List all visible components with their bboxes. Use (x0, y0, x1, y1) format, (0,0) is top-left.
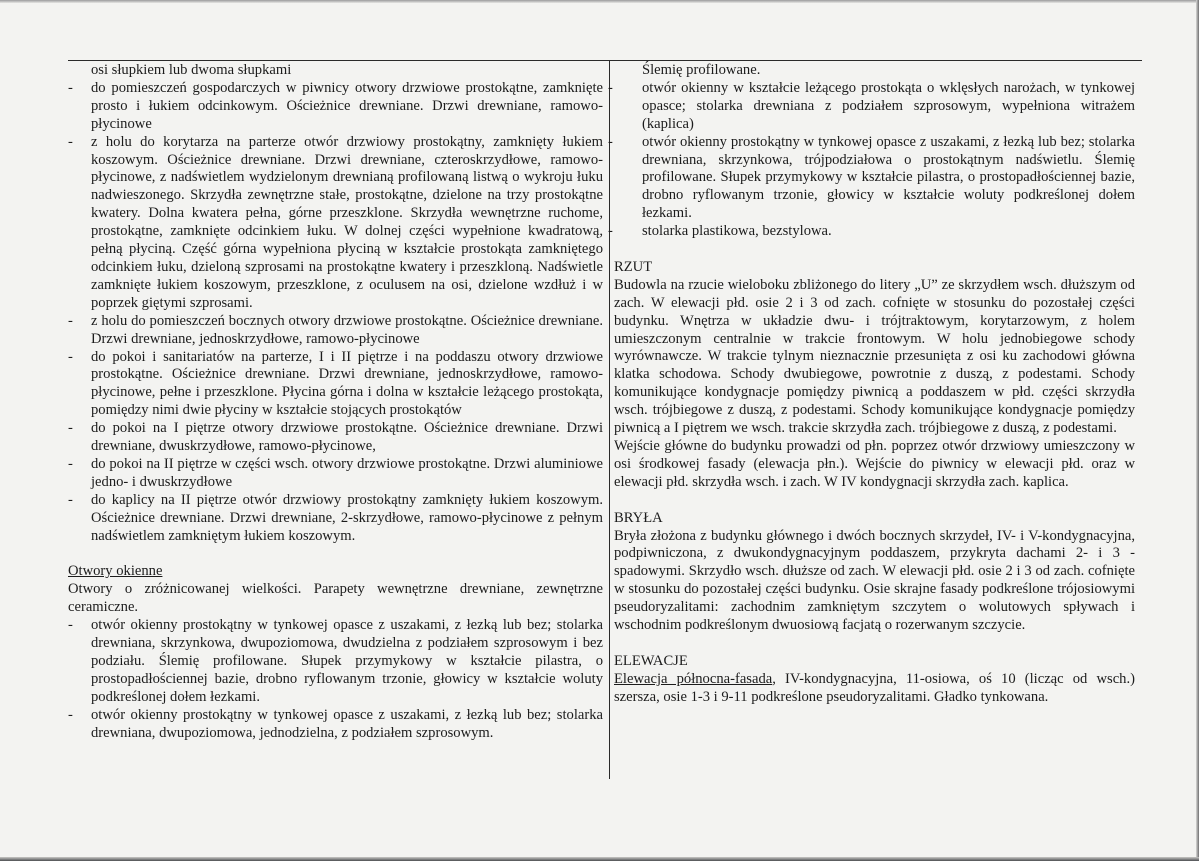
door-item (68, 80, 603, 134)
window-item-text: otwór okienny prostokątny w tynkowej opasce z uszakami, z łezką lub bez; stolarka drewniana, skrzynkowa, trójpodziałowa o prostokątnym nadświetlu. Ślemię profilowane. Słupek przymykowy w kształcie pilastra, o prostopadłościennej bazie, drobno ryflowanym trzonie, głowicy w kształcie woluty podkreślonej dołem łezkami. (642, 133, 1135, 222)
intro-continuation: Ślemię profilowane. (642, 62, 761, 78)
door-item-text: do pomieszczeń gospodarczych w piwnicy otwory drzwiowe prostokątne, zamknięte prosto i łukiem odcinkowym. Ościeżnice drewniane. Drzwi drewniane, ramowo-płycinowe (91, 79, 603, 132)
list-dash: - (608, 79, 613, 96)
window-item-text: otwór okienny prostokątny w tynkowej opasce z uszakami, z łezką lub bez; stolarka drewniana, dwupoziomowa, jednodzielna, z podziałem szprosowym. (91, 706, 603, 741)
list-dash: - (68, 133, 73, 150)
bryla-paragraph: Bryła złożona z budynku głównego i dwóch bocznych skrzydeł, IV- i V-kondygnacyjna, podpiwniczona, z dwukondygnacyjnym poddaszem, przykryta dachami 2- i 3 -spadowymi. Skrzydło wsch. dłuższe od zach. W elewacji płd. osie 2 i 3 od zach. cofnięte w stosunku do pozostałej części budynku. Osie skrajne fasady podkreślone trójosiowymi pseudoryzalitami: zachodnim zamkniętym szczytem o wolutowych spływach i wschodnim podkreślonym dwuosiową facjatą o rozerwanym szczycie. (614, 527, 1135, 634)
rzut-paragraph-2: Wejście główne do budynku prowadzi od płn. poprzez otwór drzwiowy umieszczony w osi środkowej fasady (elewacja płn.). Wejście do piwnicy w elewacji płd. oraz w elewacji płd. skrzydła wsch. i zach. W IV kondygnacji skrzydła zach. kaplica. (614, 438, 1135, 490)
list-dash: - (68, 312, 73, 329)
door-item-text: do kaplicy na II piętrze otwór drzwiowy prostokątny zamknięty łukiem koszowym. Ościeżnice drewniane. Drzwi drewniane, 2-skrzydłowe, ramowo-płycinowe z pełnym nadświetlem zamkniętym łukiem koszowym. (91, 491, 603, 544)
windows-intro: Otwory o zróżnicowanej wielkości. Parapety wewnętrzne drewniane, zewnętrzne ceramiczne. (68, 581, 603, 616)
list-dash: - (68, 706, 73, 723)
door-item-text: z holu do pomieszczeń bocznych otwory drzwiowe prostokątne. Ościeżnice drewniane. Drzwi drewniane, jednoskrzydłowe, ramowo-płycinowe (91, 312, 603, 347)
window-item-text: otwór okienny w kształcie leżącego prostokąta o wklęsłych narożach, w tynkowej opasce; stolarka drewniana z podziałem szprosowym, wypełniona witrażem (kaplica) (642, 79, 1135, 132)
page-edge-bottom (0, 857, 1199, 861)
list-dash: - (68, 455, 73, 472)
door-item-text: do pokoi na I piętrze otwory drzwiowe prostokątne. Ościeżnice drewniane. Drzwi drewniane, dwuskrzydłowe, ramowo-płycinowe, (91, 420, 603, 455)
elewacja-polnocna-subheading: Elewacja północna-fasada (614, 670, 773, 687)
window-item (608, 223, 1135, 241)
window-item (608, 133, 1135, 224)
window-item-text: otwór okienny prostokątny w tynkowej opasce z uszakami, z łezką lub bez; stolarka drewniana, skrzynkowa, dwupoziomowa, dwudzielna z podziałem szprosowym i bez podziału. Ślemię profilowane. Słupek przymykowy w kształcie pilastra, o prostopadłościennej bazie, drobno ryflowanym trzonie, głowicy w kształcie woluty podkreślonej dołem łezkami. (91, 617, 603, 705)
windows-heading: Otwory okienne (68, 563, 163, 580)
list-dash: - (608, 133, 613, 150)
list-dash: - (68, 79, 73, 96)
elewacje-text: , IV-kondygnacyjna, 11-osiowa, oś 10 (licząc od wsch.) szersza, osie 1-3 i 9-11 podkreślone pseudoryzalitami. Gładko tynkowana. (614, 670, 1135, 705)
intro-continuation: osi słupkiem lub dwoma słupkami (91, 62, 292, 78)
rzut-heading: RZUT (614, 258, 653, 275)
table-top-rule (68, 60, 1142, 61)
window-item (68, 617, 603, 707)
elewacje-heading: ELEWACJE (614, 652, 688, 669)
page-edge-top (0, 0, 1199, 3)
list-dash: - (68, 617, 73, 634)
elewacje-paragraph (614, 671, 1135, 707)
door-item (68, 456, 603, 492)
door-item-text: do pokoi na II piętrze w części wsch. otwory drzwiowe prostokątne. Drzwi aluminiowe jedno- i dwuskrzydłowe (91, 455, 603, 490)
door-item-text: do pokoi i sanitariatów na parterze, I i II piętrze i na poddaszu otwory drzwiowe prostokątne. Ościeżnice drewniane. Drzwi drewniane, jednoskrzydłowe, ramowo-płycinowe, pełne i przeszklone. Płycina górna i dolna w kształcie leżącego prostokąta, pomiędzy nimi dwie płyciny w kształcie stojących prostokątów (91, 348, 603, 419)
spacer (614, 492, 1135, 510)
door-item (68, 492, 603, 546)
bryla-heading: BRYŁA (614, 509, 663, 526)
door-item (68, 134, 603, 313)
door-item-text: z holu do korytarza na parterze otwór drzwiowy prostokątny, zamknięty łukiem koszowym. Ościeżnice drewniane. Drzwi drewniane, czteroskrzydłowe, ramowo-płycinowe, z nadświetlem wydzielonym drewnianą profilowaną listwą o wykroju łuku nadwieszonego. Skrzydła zewnętrzne stałe, prostokątne, dzielone na trzy prostokątne kwatery. Dolna kwatera pełna, górne przeszklone. Skrzydła wewnętrzne ruchome, prostokątne, zamknięte odcinkiem łuku. W dolnej części wypełnione kwadratową, pełną płyciną. Część górna wypełniona płyciną w kształcie prostokąta zamkniętego odcinkiem łuku, dzieloną szprosami na prostokątne kwatery i przeszkloną. Nadświetle zamknięte łukiem koszowym, przeszklone, z oculusem na osi, dzielone wzdłuż i w poprzek giętymi szprosami. (91, 133, 603, 311)
window-item-text: stolarka plastikowa, bezstylowa. (642, 223, 832, 240)
right-column (608, 62, 1135, 707)
spacer (68, 545, 603, 563)
spacer (614, 635, 1135, 653)
door-item (68, 349, 603, 421)
column-divider (609, 61, 610, 779)
window-item (68, 707, 603, 743)
list-dash: - (68, 491, 73, 508)
door-item (68, 420, 603, 456)
spacer (614, 241, 1135, 259)
list-dash: - (608, 223, 613, 240)
list-dash: - (68, 420, 73, 437)
door-item (68, 313, 603, 349)
window-item (608, 79, 1135, 134)
left-column (68, 62, 603, 742)
list-dash: - (68, 348, 73, 365)
rzut-paragraph-1: Budowla na rzucie wieloboku zbliżonego do litery „U” ze skrzydłem wsch. dłuższym od zach. W elewacji płd. osie 2 i 3 od zach. cofnięte w stosunku do pozostałej części budynku. Wnętrza w układzie dwu- i trójtraktowym, korytarzowym, z holem umieszczonym centralnie w trakcie frontowym. W holu jednobiegowe schody wyrównawcze. W trakcie tylnym nieznacznie przesunięta z osi ku zachodowi główna klatka schodowa. Schody dwubiegowe, powrotnie z duszą, z podestami. Schody komunikujące kondygnacje pomiędzy piwnicą a poddaszem w płd. części skrzydła wsch. trójbiegowe z duszą, z podestami. Schody komunikujące kondygnacje pomiędzy piwnicą a I piętrem we wsch. trakcie skrzydła zach. trójbiegowe z duszą, z podestami. (614, 276, 1135, 437)
